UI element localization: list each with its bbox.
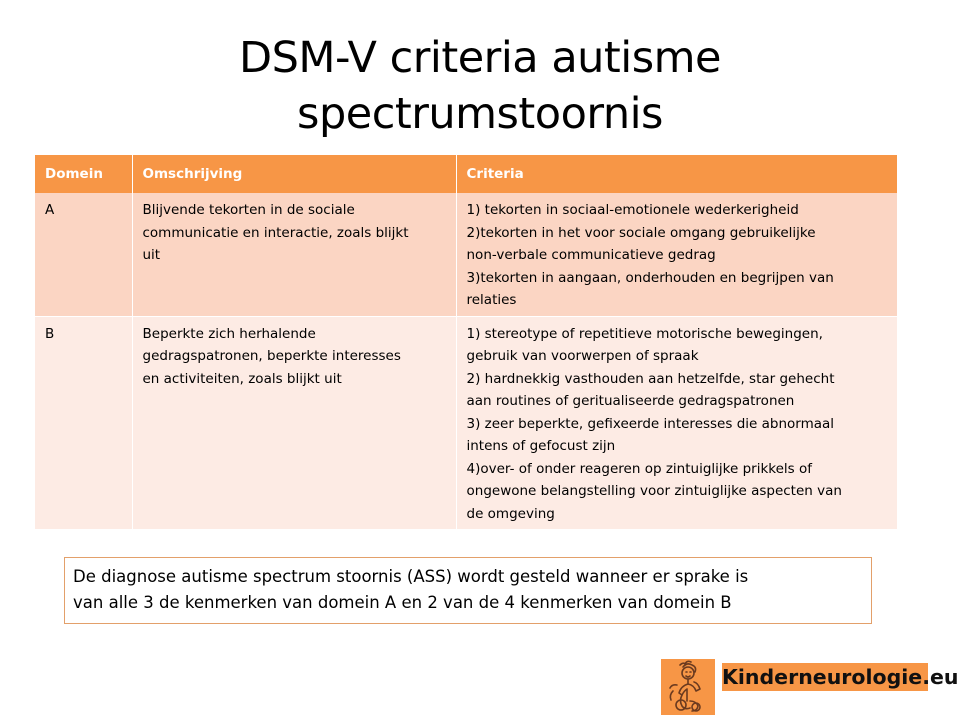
site-logo-text: Kinderneurologie.eu bbox=[722, 665, 959, 689]
description-line: gedragspatronen, beperkte interesses bbox=[142, 348, 401, 364]
description-cell bbox=[132, 316, 456, 529]
slide-title-line-1: DSM-V criteria autisme bbox=[239, 33, 721, 83]
criteria-line: 1) tekorten in sociaal-emotionele wederkerigheid bbox=[466, 202, 799, 218]
slide-title-line-2: spectrumstoornis bbox=[297, 89, 663, 139]
criteria-line: 2) hardnekkig vasthouden aan hetzelfde, star gehecht bbox=[466, 370, 835, 387]
criteria-line: 3) zeer beperkte, gefixeerde interesses die abnormaal bbox=[466, 415, 835, 432]
header-criteria: Criteria bbox=[456, 155, 897, 193]
child-figure-icon bbox=[661, 659, 715, 715]
description-line: uit bbox=[142, 247, 161, 263]
diagnosis-note-line-2: van alle 3 de kenmerken van domein A en 2 van de 4 kenmerken van domein B bbox=[73, 593, 732, 612]
criteria-line: intens of gefocust zijn bbox=[466, 438, 616, 454]
table-row-b bbox=[35, 316, 897, 529]
domain-cell: B bbox=[35, 316, 132, 529]
table-header-row bbox=[35, 155, 897, 193]
header-omschrijving: Omschrijving bbox=[132, 155, 456, 193]
description-line: Blijvende tekorten in de sociale bbox=[142, 202, 355, 218]
criteria-line: 4)over- of onder reageren op zintuiglijke prikkels of bbox=[466, 460, 812, 477]
criteria-cell bbox=[456, 316, 897, 529]
diagnosis-note-line-1: De diagnose autisme spectrum stoornis (ASS) wordt gesteld wanneer er sprake is bbox=[73, 567, 749, 586]
criteria-line: gebruik van voorwerpen of spraak bbox=[466, 348, 699, 364]
description-line: communicatie en interactie, zoals blijkt bbox=[142, 224, 409, 241]
diagnosis-note bbox=[64, 557, 872, 624]
criteria-line: de omgeving bbox=[466, 505, 555, 522]
description-line: en activiteiten, zoals blijkt uit bbox=[142, 370, 342, 387]
domain-cell: A bbox=[35, 193, 132, 316]
criteria-table bbox=[35, 155, 897, 529]
criteria-line: relaties bbox=[466, 292, 517, 308]
description-cell bbox=[132, 193, 456, 316]
header-domein: Domein bbox=[35, 155, 132, 193]
table-row-a bbox=[35, 193, 897, 316]
criteria-line: non-verbale communicatieve gedrag bbox=[466, 247, 716, 263]
criteria-line: 2)tekorten in het voor sociale omgang gebruikelijke bbox=[466, 224, 816, 241]
criteria-line: ongewone belangstelling voor zintuiglijke aspecten van bbox=[466, 483, 842, 499]
criteria-line: aan routines of geritualiseerde gedragspatronen bbox=[466, 393, 795, 409]
criteria-line: 1) stereotype of repetitieve motorische bewegingen, bbox=[466, 325, 823, 342]
description-line: Beperkte zich herhalende bbox=[142, 325, 316, 342]
slide-title bbox=[0, 30, 960, 142]
criteria-line: 3)tekorten in aangaan, onderhouden en begrijpen van bbox=[466, 269, 834, 286]
criteria-cell bbox=[456, 193, 897, 316]
